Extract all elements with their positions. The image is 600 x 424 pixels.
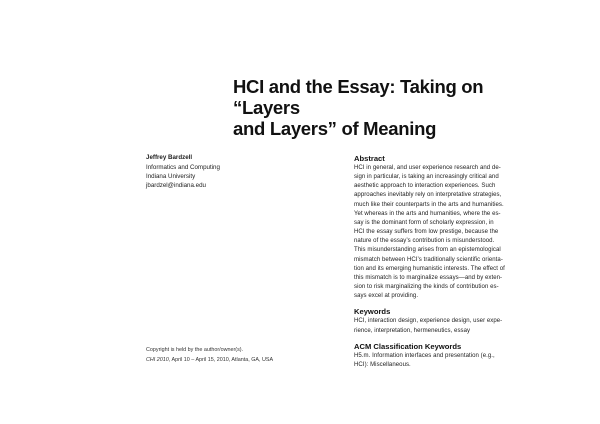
title-line: HCI and the Essay: Taking on “Layers <box>233 76 484 118</box>
abstract-line: this mismatch is to marginalize essays—and by exten- <box>354 274 503 281</box>
paper-title <box>233 76 553 139</box>
abstract-line: mismatch between HCI’s traditionally scientific orienta- <box>354 256 503 263</box>
author-department: Informatics and Computing <box>146 164 220 171</box>
acm-line: HCI): Miscellaneous. <box>354 361 411 368</box>
title-line: and Layers” of Meaning <box>233 118 437 139</box>
copyright-block <box>146 346 346 365</box>
conference-details: , April 10 – April 15, 2010, Atlanta, GA, USA <box>168 356 274 363</box>
abstract-line: nature of the essay’s contribution is misunderstood. <box>354 238 495 245</box>
author-email: jbardzel@indiana.edu <box>146 182 206 189</box>
abstract-line: aesthetic approach to interaction experiences. Such <box>354 183 496 190</box>
abstract-heading: Abstract <box>354 154 385 163</box>
copyright-notice: Copyright is held by the author/owner(s). <box>146 347 244 353</box>
acm-line: H5.m. Information interfaces and presentation (e.g., <box>354 352 495 359</box>
author-university: Indiana University <box>146 173 196 180</box>
keywords-text <box>354 317 528 335</box>
acm-text <box>354 352 528 370</box>
abstract-line: Yet whereas in the arts and humanities, where the es- <box>354 210 501 217</box>
author-block <box>146 153 336 190</box>
abstract-line: This misunderstanding arises from an epistemological <box>354 247 501 254</box>
abstract-text <box>354 164 528 301</box>
abstract-line: says excel at providing. <box>354 293 419 300</box>
conference-line <box>146 356 346 366</box>
conference-name: CHI 2010 <box>146 356 169 363</box>
keywords-line: rience, interpretation, hermeneutics, essay <box>354 327 471 334</box>
abstract-line: HCI in general, and user experience research and de- <box>354 165 501 171</box>
abstract-line: say is the dominant form of scholarly expression, in <box>354 219 494 226</box>
abstract-line: sign in particular, is taking an increasingly critical and <box>354 174 499 181</box>
abstract-line: HCI the essay suffers from low prestige, because the <box>354 229 499 236</box>
keywords-heading: Keywords <box>354 307 391 317</box>
acm-heading: ACM Classification Keywords <box>354 341 462 351</box>
right-column <box>354 154 528 370</box>
abstract-line: approaches inevitably rely on interpretative strategies, <box>354 192 502 199</box>
abstract-line: sion to risk marginalizing the kinds of contribution es- <box>354 284 499 291</box>
keywords-line: HCI, interaction design, experience design, user expe- <box>354 318 503 325</box>
abstract-line: much like their counterparts in the arts and humanities. <box>354 201 504 208</box>
author-name: Jeffrey Bardzell <box>146 154 193 161</box>
abstract-line: tion and its emerging humanistic interests. The effect of <box>354 265 505 272</box>
